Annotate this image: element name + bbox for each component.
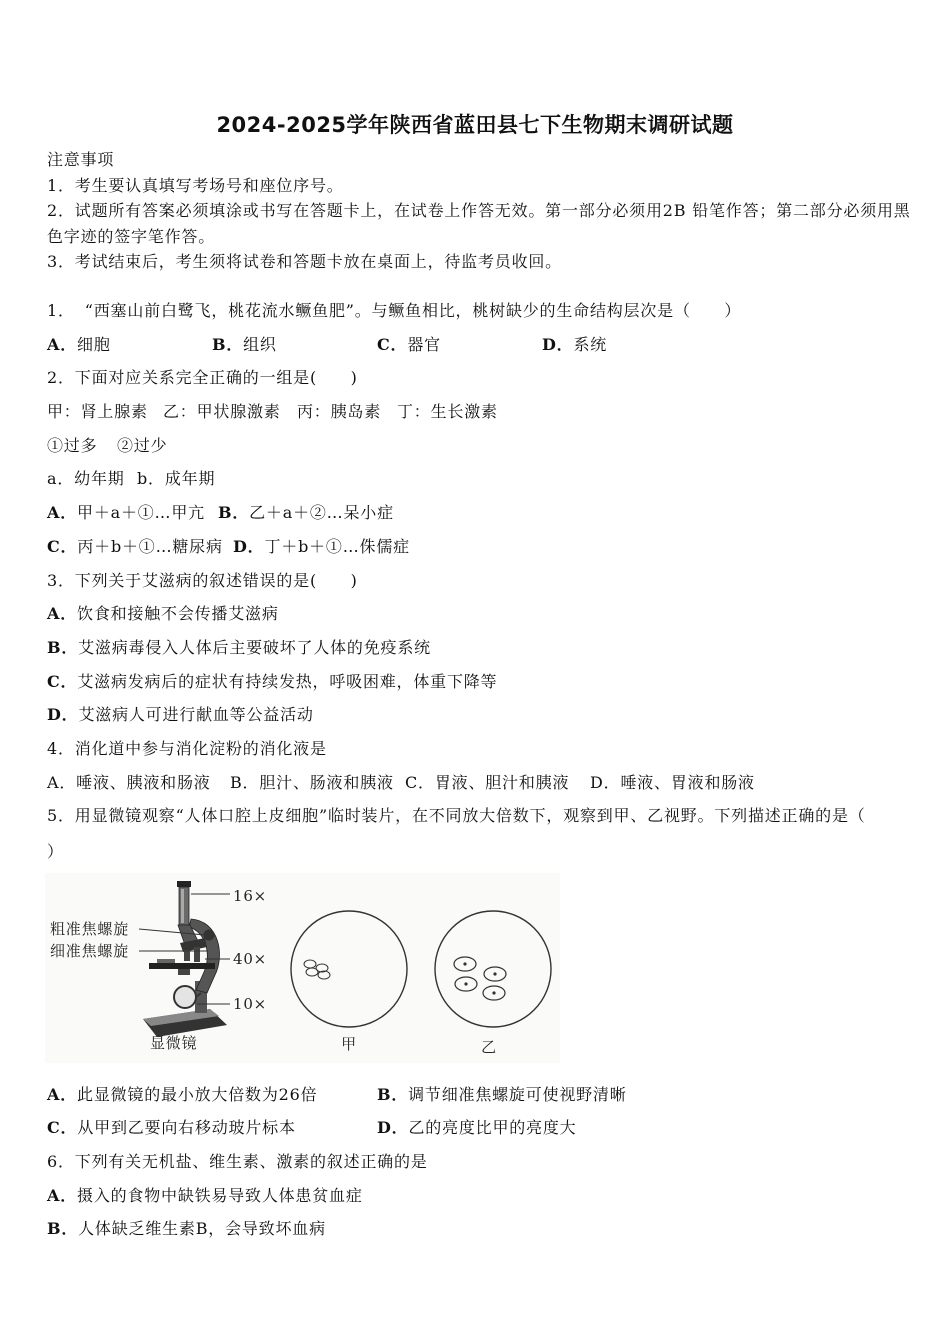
fine-focus-label: 细准焦螺旋 <box>50 941 130 960</box>
option-a <box>47 597 917 631</box>
option-text: 系统 <box>573 334 608 354</box>
stage-clip <box>157 959 175 963</box>
option-d <box>47 698 917 732</box>
option-c <box>47 530 233 564</box>
option-label: A． <box>47 1084 78 1104</box>
option-text: 乙的亮度比甲的亮度大 <box>408 1118 577 1138</box>
question-number: 3． <box>47 570 75 590</box>
amount-item: ②过少 <box>117 435 168 455</box>
option-label: A． <box>47 772 77 792</box>
option-label: A． <box>47 604 78 624</box>
question-2-options-row-2 <box>47 530 917 564</box>
question-3-stem <box>47 564 917 598</box>
option-label: D． <box>233 536 265 556</box>
option-label: D． <box>377 1118 409 1138</box>
option-text: 此显微镜的最小放大倍数为26倍 <box>77 1084 318 1104</box>
page-title: 2024-2025学年陕西省蓝田县七下生物期末调研试题 <box>216 113 734 137</box>
option-text: 艾滋病人可进行献血等公益活动 <box>78 705 314 725</box>
option-label: B． <box>212 334 244 354</box>
option-text: 摄入的食物中缺铁易导致人体患贫血症 <box>77 1185 363 1205</box>
coarse-focus-label: 粗准焦螺旋 <box>50 919 130 938</box>
option-label: B． <box>218 503 250 523</box>
option-b <box>212 328 377 362</box>
option-c <box>47 1111 377 1145</box>
option-label: B． <box>47 637 79 657</box>
question-5-stem <box>47 799 917 833</box>
option-d <box>377 1111 577 1145</box>
hormone-item: 乙：甲状腺激素 <box>163 402 281 421</box>
eyepiece-highlight <box>181 889 184 923</box>
microscope-stage <box>149 963 215 969</box>
option-text: 丁＋b＋①…侏儒症 <box>264 536 410 556</box>
option-label: C． <box>47 536 78 556</box>
option-text: 从甲到乙要向右移动玻片标本 <box>77 1118 296 1138</box>
eyepiece-mag-label: 16× <box>233 886 268 905</box>
reflector-mirror <box>174 986 196 1008</box>
option-text: 调节细准焦螺旋可使视野清晰 <box>408 1084 627 1104</box>
question-number: 5． <box>47 806 75 826</box>
option-b <box>230 766 405 800</box>
option-text: 胆汁、肠液和胰液 <box>259 772 394 792</box>
field-of-view-b <box>435 911 551 1027</box>
option-a <box>47 766 230 800</box>
objective-lens-short <box>184 950 190 961</box>
option-label: D． <box>47 705 79 725</box>
notice-item: 2．试题所有答案必须填涂或书写在答题卡上，在试卷上作答无效。第一部分必须用2B 铅笔作答；第二部分必须用黑色字迹的签字笔作答。 <box>47 201 911 246</box>
option-text: 胃液、胆汁和胰液 <box>434 772 570 792</box>
option-a <box>47 328 212 362</box>
option-label: C． <box>47 1118 78 1138</box>
view-a-label: 甲 <box>341 1034 357 1053</box>
objective-high-label: 40× <box>233 949 268 968</box>
question-text: 下列关于艾滋病的叙述错误的是( ) <box>74 570 358 590</box>
option-b <box>47 631 917 665</box>
option-label: A． <box>47 1185 78 1205</box>
option-text: 细胞 <box>77 334 111 354</box>
option-d <box>233 530 410 564</box>
question-5-options-row-2 <box>47 1111 917 1145</box>
option-c <box>377 328 542 362</box>
option-label: D． <box>590 772 621 792</box>
option-d <box>542 328 607 362</box>
question-1-stem <box>47 294 917 328</box>
cell-small <box>306 968 318 976</box>
notice-item: 1．考生要认真填写考场号和座位序号。 <box>47 175 344 195</box>
notice-section <box>47 147 917 275</box>
option-b <box>377 1078 627 1112</box>
option-a <box>47 1179 917 1213</box>
option-text: 人体缺乏维生素B，会导致坏血病 <box>78 1219 326 1239</box>
option-label: A． <box>47 334 78 354</box>
question-number: 1． <box>47 300 75 320</box>
hormone-item: 甲：肾上腺素 <box>47 402 148 421</box>
question-number: 4． <box>47 739 75 759</box>
question-2-ages <box>47 462 917 496</box>
question-4-options <box>47 766 917 800</box>
question-2-amounts <box>47 429 917 463</box>
question-4-stem <box>47 732 917 766</box>
notice-heading: 注意事项 <box>47 150 115 169</box>
option-label: D． <box>542 334 574 354</box>
option-a <box>47 496 218 530</box>
question-6-stem <box>47 1145 917 1179</box>
option-label: C． <box>377 334 408 354</box>
microscope-arm <box>189 919 220 993</box>
cell-nucleus <box>464 982 467 985</box>
question-number: 6． <box>47 1152 75 1172</box>
fine-focus-knob <box>208 947 215 954</box>
eyepiece-cap <box>177 881 191 887</box>
option-d <box>590 766 755 800</box>
notice-item: 3．考试结束后，考生须将试卷和答题卡放在桌面上，待监考员收回。 <box>47 252 562 271</box>
cell-small <box>304 960 316 968</box>
option-text: 丙＋b＋①…糖尿病 <box>77 536 223 556</box>
option-c <box>405 766 590 800</box>
option-text: 唾液、胃液和肠液 <box>620 772 755 792</box>
question-2-hormones <box>47 395 917 429</box>
option-text: 甲＋a＋①…甲亢 <box>77 503 205 523</box>
option-a <box>47 1078 377 1112</box>
question-5-stem-end: ） <box>47 841 64 861</box>
questions-part-2 <box>47 1078 917 1247</box>
question-text: 下面对应关系完全正确的一组是( ) <box>74 368 358 388</box>
question-number: 2． <box>47 368 75 388</box>
microscope-figure <box>45 873 560 1063</box>
option-text: 组织 <box>243 334 277 354</box>
question-2-options-row-1 <box>47 496 917 530</box>
option-text: 唾液、胰液和肠液 <box>76 772 211 792</box>
question-text: 下列有关无机盐、维生素、激素的叙述正确的是 <box>74 1152 428 1172</box>
option-c <box>47 665 917 699</box>
age-item: a．幼年期 <box>47 469 125 489</box>
question-text: 消化道中参与消化淀粉的消化液是 <box>74 739 327 759</box>
age-item: b．成年期 <box>137 469 216 489</box>
coarse-focus-knob <box>204 929 215 940</box>
cell-nucleus <box>493 972 496 975</box>
option-label: B． <box>230 772 260 792</box>
option-label: A． <box>47 503 78 523</box>
option-label: C． <box>405 772 435 792</box>
option-text: 艾滋病发病后的症状有持续发热，呼吸困难，体重下降等 <box>77 671 498 691</box>
hormone-item: 丙：胰岛素 <box>297 402 382 421</box>
question-2-stem <box>47 361 917 395</box>
option-label: C． <box>47 671 78 691</box>
option-label: B． <box>377 1084 409 1104</box>
amount-item: ①过多 <box>47 435 98 455</box>
question-5-options-row-1 <box>47 1078 917 1112</box>
microscope-caption: 显微镜 <box>150 1033 198 1052</box>
option-b <box>218 496 394 530</box>
cell-nucleus <box>463 962 466 965</box>
question-text: 用显微镜观察“人体口腔上皮细胞”临时装片，在不同放大倍数下，观察到甲、乙视野。下列描述正确的是（ <box>74 806 866 826</box>
option-label: B． <box>47 1219 79 1239</box>
option-text: 器官 <box>407 334 441 354</box>
question-text: “西塞山前白鹭飞，桃花流水鳜鱼肥”。与鳜鱼相比，桃树缺少的生命结构层次是（ ） <box>84 300 742 320</box>
question-1-options <box>47 328 917 362</box>
option-b <box>47 1212 917 1246</box>
cell-nucleus <box>492 991 495 994</box>
hormone-item: 丁：生长激素 <box>397 402 498 421</box>
option-text: 艾滋病毒侵入人体后主要破坏了人体的免疫系统 <box>78 637 431 657</box>
objective-lens-long <box>194 947 200 962</box>
objective-low-label: 10× <box>233 994 268 1013</box>
option-text: 饮食和接触不会传播艾滋病 <box>77 604 279 624</box>
figure-svg <box>45 873 560 1063</box>
option-text: 乙＋a＋②…呆小症 <box>249 503 394 523</box>
view-b-label: 乙 <box>481 1037 497 1056</box>
questions-part-1 <box>47 294 917 833</box>
condenser <box>178 969 190 975</box>
